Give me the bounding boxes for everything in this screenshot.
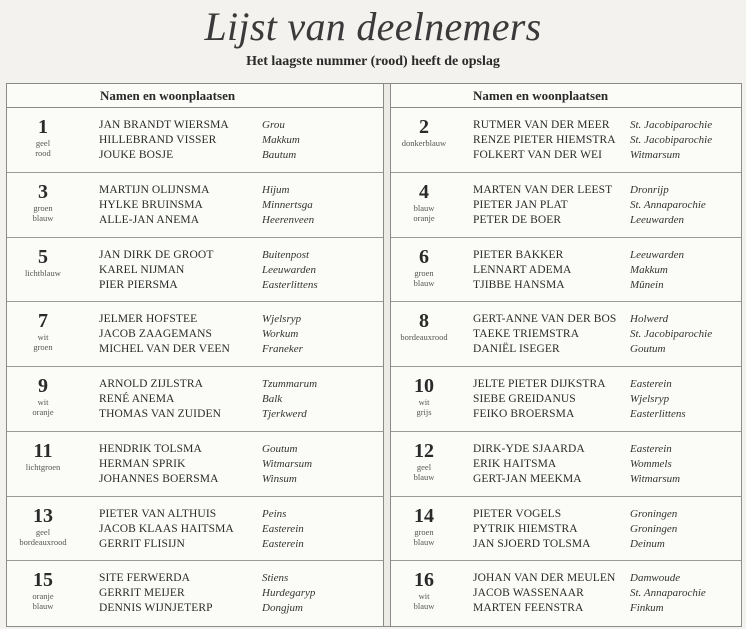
team-row: [7, 432, 383, 497]
player-place: Witmarsum: [630, 149, 681, 161]
player-line: [473, 457, 739, 472]
page-title: Lijst van deelnemers: [204, 4, 542, 49]
player-name: GERRIT FLISIJN: [99, 537, 185, 550]
player-name: PIETER BAKKER: [473, 248, 564, 261]
player-name: JAN BRANDT WIERSMA: [99, 119, 229, 131]
player-place: Franeker: [262, 343, 303, 356]
team-number: 9: [38, 375, 48, 397]
player-name: DENNIS WIJNJETERP: [99, 602, 213, 615]
player-place: Holwerd: [630, 313, 669, 326]
team-number-cell: [7, 497, 79, 561]
player-name: JACOB ZAAGEMANS: [99, 328, 212, 341]
player-place: St. Jacobiparochie: [630, 119, 713, 131]
team-number-cell: [7, 302, 79, 366]
team-color: grijs: [416, 407, 432, 417]
player-line: [473, 133, 739, 148]
player-place: Hurdegaryp: [262, 587, 316, 600]
player-place: Easterlittens: [262, 278, 318, 291]
team-number-cell: [7, 238, 79, 302]
player-place: Tzummarum: [262, 378, 318, 390]
team-number: 13: [33, 504, 53, 527]
player-line: [473, 342, 739, 357]
team-color: groen: [414, 267, 434, 278]
player-name: DANIËL ISEGER: [473, 343, 560, 356]
team-color: oranje: [32, 591, 54, 602]
player-place: Easterein: [262, 537, 304, 550]
team-number: 10: [414, 375, 434, 397]
player-place: Leeuwarden: [262, 263, 316, 276]
team-number: 1: [38, 116, 48, 138]
player-line: [99, 198, 379, 213]
team-row: [391, 432, 741, 497]
team-players: [99, 312, 379, 357]
player-place: Wjelsryp: [262, 313, 302, 326]
player-line: [99, 263, 379, 278]
player-name: ERIK HAITSMA: [473, 457, 557, 470]
player-line: [99, 312, 379, 327]
player-place: Minnertsga: [262, 198, 313, 211]
player-name: JAN SJOERD TOLSMA: [473, 537, 591, 550]
team-color: oranje: [32, 407, 54, 417]
player-name: ALLE-JAN ANEMA: [99, 213, 200, 226]
team-color: wit: [418, 591, 430, 602]
player-line: [99, 601, 379, 616]
team-color: blauw: [413, 277, 435, 288]
player-line: [99, 183, 379, 198]
player-name: HERMAN SPRIK: [99, 457, 186, 470]
team-row: [7, 561, 383, 626]
player-line: [99, 133, 379, 148]
player-name: HILLEBRAND VISSER: [99, 134, 217, 146]
team-color: groen: [33, 342, 53, 353]
player-line: [99, 327, 379, 342]
player-name: MICHEL VAN DER VEEN: [99, 343, 230, 356]
team-players: [473, 507, 739, 552]
team-color: blauw: [413, 601, 435, 612]
team-number-cell: [391, 432, 457, 496]
player-name: JELTE PIETER DIJKSTRA: [473, 378, 606, 390]
player-line: [99, 278, 379, 293]
player-name: KAREL NIJMAN: [99, 263, 185, 276]
team-number: 12: [414, 439, 434, 462]
player-place: Workum: [262, 328, 299, 341]
player-place: Groningen: [630, 507, 678, 520]
team-players: [473, 248, 739, 293]
team-number: 6: [419, 245, 429, 268]
team-players: [473, 118, 739, 163]
participants-table: [6, 83, 742, 627]
team-number: 3: [38, 180, 48, 203]
player-name: LENNART ADEMA: [473, 263, 572, 276]
player-name: TJIBBE HANSMA: [473, 278, 565, 291]
team-row: [7, 108, 383, 173]
player-place: Easterlittens: [630, 408, 686, 420]
player-line: [473, 312, 739, 327]
right-column: [391, 84, 741, 626]
player-line: [473, 263, 739, 278]
team-players: [99, 507, 379, 552]
team-players: [473, 442, 739, 487]
player-line: [99, 248, 379, 263]
team-color: geel: [416, 461, 432, 472]
player-name: MARTEN FEENSTRA: [473, 602, 584, 615]
player-place: Deinum: [630, 537, 665, 550]
team-row: [7, 497, 383, 562]
team-color: rood: [35, 148, 51, 158]
team-row: [391, 497, 741, 562]
player-name: THOMAS VAN ZUIDEN: [99, 408, 222, 420]
team-row: [7, 173, 383, 238]
team-players: [473, 377, 739, 422]
player-place: Makkum: [262, 134, 300, 146]
player-name: JOUKE BOSJE: [99, 149, 174, 161]
player-line: [99, 118, 379, 133]
player-line: [99, 457, 379, 472]
team-number-cell: [391, 108, 457, 172]
left-rows: [7, 108, 383, 626]
team-row: [7, 302, 383, 367]
player-name: HENDRIK TOLSMA: [99, 442, 202, 455]
player-line: [473, 407, 739, 422]
player-place: Leeuwarden: [630, 213, 684, 226]
player-place: Peins: [262, 507, 287, 520]
team-number-cell: [391, 367, 457, 431]
team-color: bordeauxrood: [400, 332, 448, 343]
column-header-label: Namen en woonplaatsen: [473, 88, 609, 103]
player-name: FOLKERT VAN DER WEI: [473, 149, 603, 161]
team-number: 16: [414, 569, 434, 592]
player-place: Wommels: [630, 457, 672, 470]
player-name: JOHAN VAN DER MEULEN: [473, 572, 616, 585]
player-line: [99, 537, 379, 552]
column-header-label: Namen en woonplaatsen: [100, 88, 236, 103]
player-line: [473, 571, 739, 586]
player-place: Stiens: [262, 572, 289, 585]
team-number: 2: [419, 116, 429, 138]
team-row: [391, 238, 741, 303]
column-divider: [383, 84, 391, 626]
team-color: wit: [37, 397, 49, 407]
player-place: Easterein: [630, 442, 672, 455]
team-number-cell: [391, 497, 457, 561]
team-color: blauw: [32, 212, 54, 223]
team-color: wit: [37, 332, 49, 343]
player-place: St. Jacobiparochie: [630, 134, 713, 146]
player-name: RENÉ ANEMA: [99, 393, 175, 405]
team-color: bordeauxrood: [19, 536, 67, 547]
team-number-cell: [7, 108, 79, 172]
team-number: 5: [38, 245, 48, 268]
team-players: [99, 118, 379, 163]
player-name: PETER DE BOER: [473, 213, 562, 226]
team-number: 11: [33, 439, 53, 462]
team-players: [99, 442, 379, 487]
player-line: [99, 148, 379, 163]
player-line: [99, 442, 379, 457]
right-rows: [391, 108, 741, 626]
player-line: [473, 213, 739, 228]
player-place: Dronrijp: [630, 183, 669, 196]
team-color: donkerblauw: [401, 138, 447, 148]
player-place: Damwoude: [630, 572, 681, 585]
page-subtitle: Het laagste nummer (rood) heeft de opslag: [246, 54, 500, 69]
player-line: [473, 507, 739, 522]
player-line: [99, 213, 379, 228]
player-line: [473, 198, 739, 213]
player-line: [473, 601, 739, 616]
team-number: 4: [419, 180, 429, 203]
player-line: [99, 392, 379, 407]
player-name: DIRK-YDE SJAARDA: [473, 442, 585, 455]
column-header: [391, 84, 741, 108]
team-color: groen: [414, 526, 434, 537]
team-color: wit: [418, 397, 430, 407]
player-line: [473, 183, 739, 198]
player-name: ARNOLD ZIJLSTRA: [99, 378, 204, 390]
player-name: TAEKE TRIEMSTRA: [473, 328, 580, 341]
player-place: Leeuwarden: [630, 248, 684, 261]
player-place: Easterein: [262, 522, 304, 535]
team-color: lichtblauw: [25, 267, 61, 278]
team-number-cell: [391, 561, 457, 626]
player-name: JELMER HOFSTEE: [99, 313, 198, 326]
team-row: [391, 561, 741, 626]
player-place: Goutum: [262, 442, 298, 455]
player-line: [99, 507, 379, 522]
player-place: Bautum: [262, 149, 297, 161]
player-place: St. Annaparochie: [630, 198, 706, 211]
player-line: [99, 522, 379, 537]
player-name: GERT-JAN MEEKMA: [473, 472, 582, 485]
team-players: [99, 183, 379, 228]
team-players: [99, 248, 379, 293]
player-line: [473, 537, 739, 552]
player-line: [473, 586, 739, 601]
player-name: JOHANNES BOERSMA: [99, 472, 219, 485]
team-color: geel: [35, 526, 51, 537]
player-line: [473, 327, 739, 342]
team-color: lichtgroen: [25, 461, 61, 472]
team-color: blauw: [413, 536, 435, 547]
player-line: [473, 248, 739, 263]
player-place: St. Jacobiparochie: [630, 328, 713, 341]
team-row: [391, 367, 741, 432]
team-row: [7, 367, 383, 432]
player-name: RENZE PIETER HIEMSTRA: [473, 134, 616, 146]
team-number-cell: [7, 561, 79, 626]
player-place: Grou: [262, 119, 285, 131]
left-column: [7, 84, 383, 626]
player-name: JAN DIRK DE GROOT: [99, 248, 214, 261]
team-color: blauw: [413, 202, 435, 213]
player-place: Balk: [262, 393, 283, 405]
player-line: [99, 586, 379, 601]
player-line: [473, 392, 739, 407]
player-name: PIETER VOGELS: [473, 507, 562, 520]
player-name: GERRIT MEIJER: [99, 587, 185, 600]
player-place: St. Annaparochie: [630, 587, 706, 600]
player-line: [473, 278, 739, 293]
player-line: [473, 472, 739, 487]
team-number: 7: [38, 310, 48, 333]
player-place: Tjerkwerd: [262, 408, 307, 420]
team-row: [391, 302, 741, 367]
player-place: Dongjum: [262, 602, 303, 615]
player-name: GERT-ANNE VAN DER BOS: [473, 313, 617, 326]
team-number: 15: [33, 569, 53, 592]
player-place: Finkum: [630, 602, 664, 615]
team-color: oranje: [413, 212, 435, 223]
player-place: Mûnein: [630, 278, 664, 291]
player-name: FEIKO BROERSMA: [473, 408, 575, 420]
player-place: Witmarsum: [262, 457, 313, 470]
team-color: blauw: [32, 601, 54, 612]
team-number-cell: [7, 173, 79, 237]
team-number-cell: [7, 432, 79, 496]
player-place: Hijum: [262, 183, 290, 196]
team-row: [391, 108, 741, 173]
player-line: [99, 377, 379, 392]
team-players: [99, 377, 379, 422]
team-color: geel: [35, 138, 51, 148]
team-players: [473, 312, 739, 357]
team-number: 8: [419, 310, 429, 333]
team-number-cell: [7, 367, 79, 431]
player-name: MARTIJN OLIJNSMA: [99, 183, 210, 196]
team-number-cell: [391, 302, 457, 366]
team-row: [391, 173, 741, 238]
player-line: [473, 442, 739, 457]
team-color: blauw: [413, 471, 435, 482]
player-place: Buitenpost: [262, 248, 310, 261]
player-place: Heerenveen: [262, 213, 315, 226]
player-place: Makkum: [630, 263, 668, 276]
player-line: [473, 118, 739, 133]
player-name: PIETER VAN ALTHUIS: [99, 507, 217, 520]
team-number-cell: [391, 238, 457, 302]
column-header: [7, 84, 383, 108]
player-place: Winsum: [262, 472, 297, 485]
player-line: [99, 342, 379, 357]
team-color: groen: [33, 202, 53, 213]
player-name: SITE FERWERDA: [99, 572, 191, 585]
player-place: Groningen: [630, 522, 678, 535]
team-number: 14: [414, 504, 434, 527]
player-place: Goutum: [630, 343, 666, 356]
player-name: HYLKE BRUINSMA: [99, 198, 203, 211]
player-name: JACOB KLAAS HAITSMA: [99, 522, 234, 535]
player-line: [473, 522, 739, 537]
player-name: PYTRIK HIEMSTRA: [473, 522, 578, 535]
player-name: PIETER JAN PLAT: [473, 198, 568, 211]
player-name: JACOB WASSENAAR: [473, 587, 584, 600]
player-name: RUTMER VAN DER MEER: [473, 119, 610, 131]
player-line: [99, 472, 379, 487]
player-line: [99, 407, 379, 422]
player-place: Wjelsryp: [630, 393, 670, 405]
team-players: [473, 183, 739, 228]
player-name: PIER PIERSMA: [99, 278, 178, 291]
player-line: [99, 571, 379, 586]
player-line: [473, 377, 739, 392]
team-row: [7, 238, 383, 303]
player-name: MARTEN VAN DER LEEST: [473, 183, 613, 196]
team-number-cell: [391, 173, 457, 237]
player-place: Witmarsum: [630, 472, 681, 485]
player-line: [473, 148, 739, 163]
player-name: SIEBE GREIDANUS: [473, 393, 576, 405]
team-players: [99, 571, 379, 616]
team-players: [473, 571, 739, 616]
player-place: Easterein: [630, 378, 672, 390]
